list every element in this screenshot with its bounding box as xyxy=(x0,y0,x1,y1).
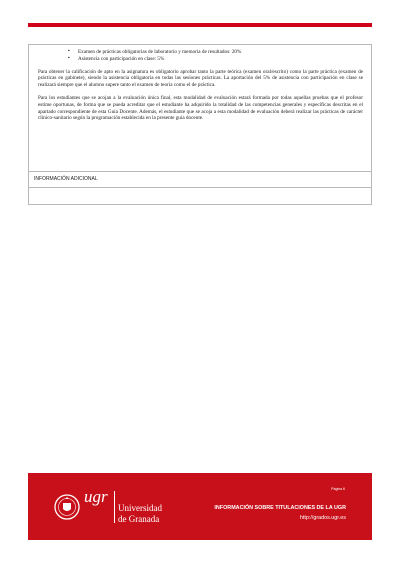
footer xyxy=(28,473,372,540)
section-header xyxy=(28,171,372,188)
section-body xyxy=(28,187,372,205)
evaluation-paragraph-2: Para los estudiantes que se acojan a la evaluación única final, esta modalidad de evaluación estará formada por todas aquellas pruebas que el profesor estime oportunas, de forma que se pueda acreditar que el estudiante ha adquirido la totalidad de las competencias generales y específicas descritas en el apartado correspondiente de esta Guía Docente. Además, el estudiante que se acoja a esta modalidad de evaluación deberá realizar las prácticas de carácter clínico-sanitario según la programación establecida en la presente guía docente. xyxy=(38,94,363,122)
evaluation-list xyxy=(38,49,363,63)
logo-divider xyxy=(114,491,115,523)
header-rule xyxy=(28,23,372,27)
evaluation-box xyxy=(28,44,372,172)
evaluation-content xyxy=(38,49,363,122)
page-number: Página 6 xyxy=(331,487,345,491)
university-name-line2: de Granada xyxy=(118,514,160,524)
university-name-line1: Universidad xyxy=(118,503,162,513)
evaluation-paragraph-1: Para obtener la calificación de apto en la asignatura es obligatorio aprobar tanto la parte teórica (examen oral/escrito) como la parte práctica (examen de prácticas en gabinete), siendo la asistencia obligatoria en todas las sesiones prácticas. La aportación del 5% de asistencia con participación en clase se realizará siempre que el alumno supere tanto el examen de teoría como el de práctica. xyxy=(38,68,363,89)
university-seal-icon xyxy=(54,492,80,522)
footer-info-link[interactable]: http://grados.ugr.es xyxy=(299,515,346,521)
list-item: ▪ Examen de prácticas obligatorias de laboratorio y memoria de resultados: 20% xyxy=(78,49,363,56)
list-item: ▪ Asistencia con participación en clase: 5% xyxy=(78,56,363,63)
footer-info-title: INFORMACIÓN SOBRE TITULACIONES DE LA UGR xyxy=(214,505,346,511)
ugr-logo: ugr xyxy=(84,487,108,506)
section-title: INFORMACIÓN ADICIONAL xyxy=(34,176,98,182)
